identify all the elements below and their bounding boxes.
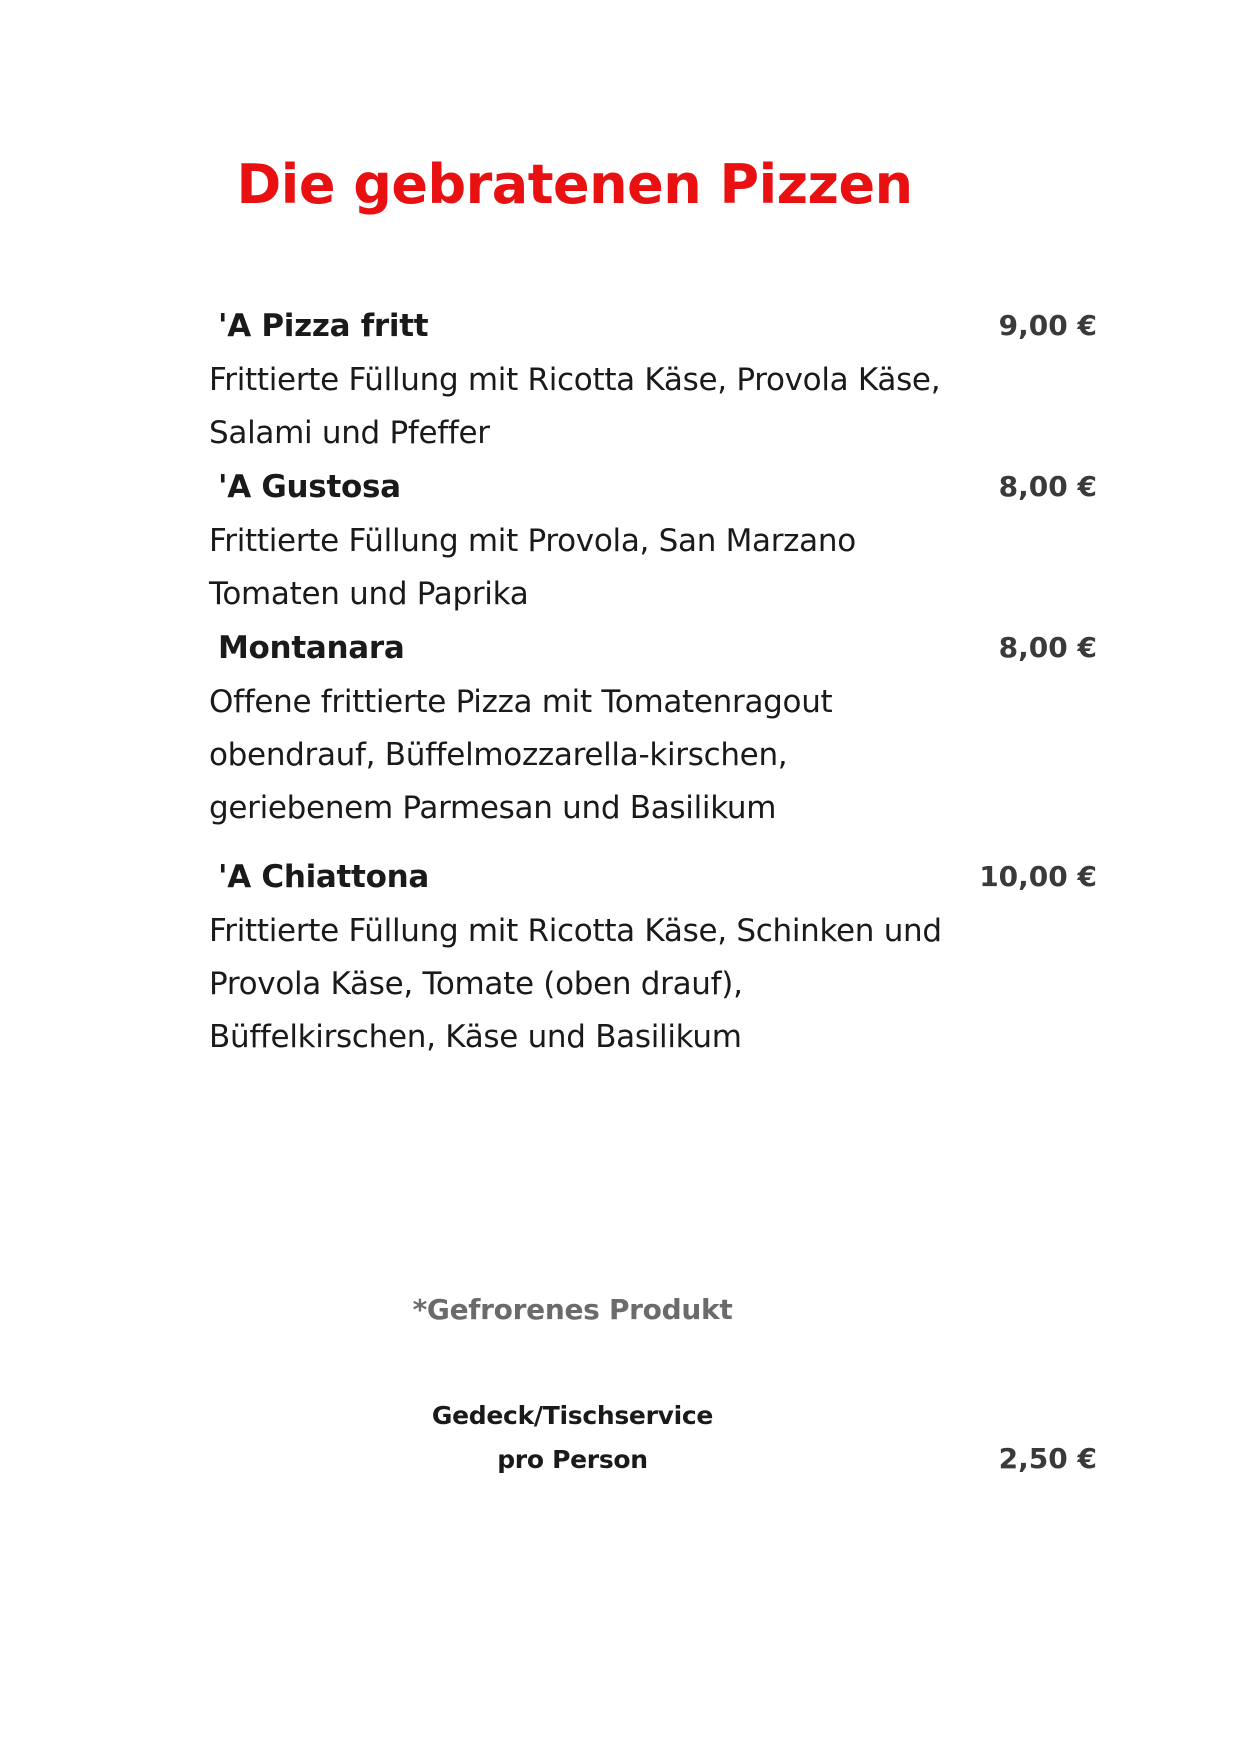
item-price: 10,00 € [979, 860, 1097, 893]
page-title: Die gebratenen Pizzen [236, 153, 913, 216]
item-price: 8,00 € [998, 631, 1097, 664]
service-charge-price: 2,50 € [998, 1442, 1097, 1475]
item-description: Offene frittierte Pizza mit Tomatenragout obendrauf, Büffelmozzarella-kirschen, geriebenem Parmesan und Basilikum [209, 684, 833, 826]
item-name: 'A Pizza fritt [218, 308, 429, 344]
service-label-line2: pro Person [497, 1445, 648, 1474]
service-label-line1: Gedeck/Tischservice [431, 1401, 714, 1430]
item-price: 8,00 € [998, 470, 1097, 503]
item-name: Montanara [218, 630, 405, 666]
frozen-product-note: *Gefrorenes Produkt [412, 1293, 733, 1326]
item-name: 'A Chiattona [218, 859, 429, 895]
item-description: Frittierte Füllung mit Ricotta Käse, Provola Käse, Salami und Pfeffer [209, 362, 941, 451]
item-price: 9,00 € [998, 309, 1097, 342]
item-name: 'A Gustosa [218, 469, 401, 505]
item-description: Frittierte Füllung mit Provola, San Marzano Tomaten und Paprika [209, 523, 856, 612]
item-description: Frittierte Füllung mit Ricotta Käse, Schinken und Provola Käse, Tomate (oben drauf), Büffelkirschen, Käse und Basilikum [209, 913, 942, 1055]
